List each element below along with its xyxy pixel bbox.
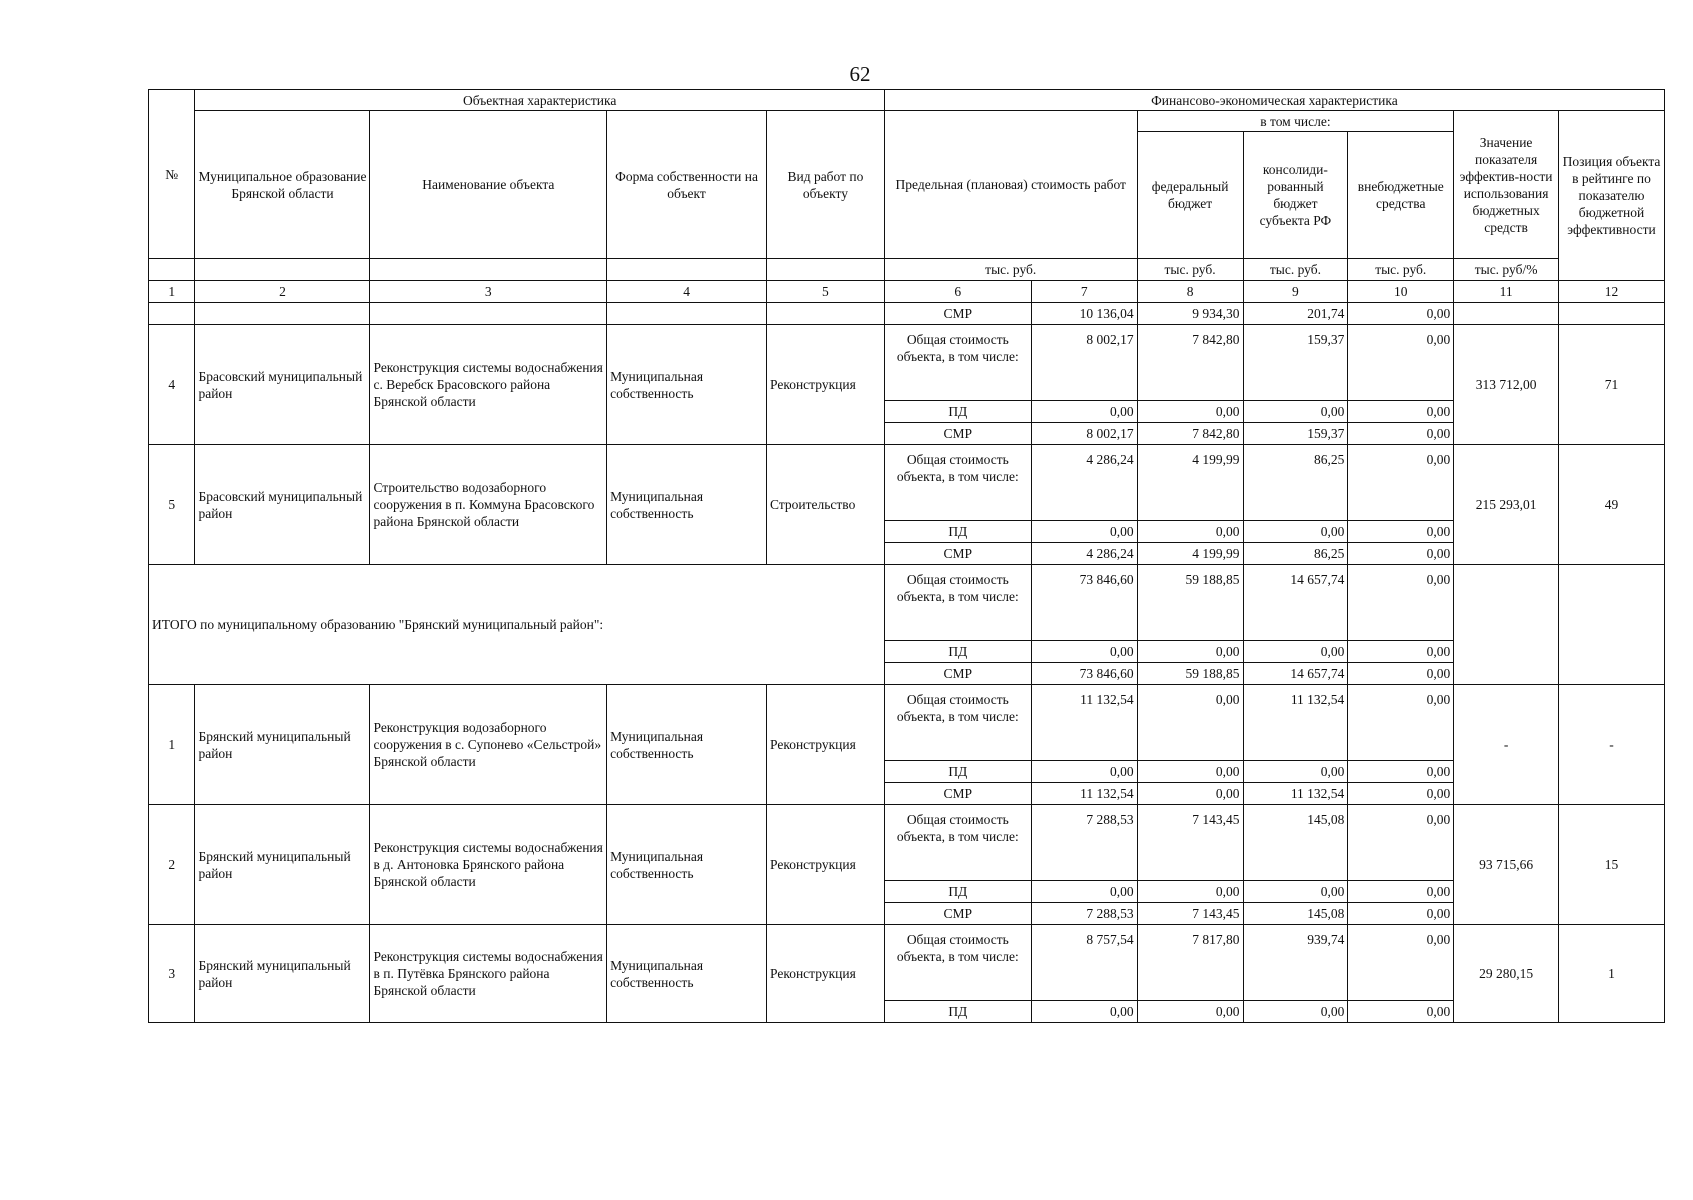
table-row	[149, 303, 1665, 325]
row-label: Общая стоимость объекта, в том числе:	[884, 925, 1031, 1001]
header-ownership: Форма собственности на объект	[607, 111, 767, 259]
cell-value: 0,00	[1031, 401, 1137, 423]
subtotal-row	[149, 565, 1665, 641]
unit-extrabudget: тыс. руб.	[1348, 259, 1454, 281]
cell-value: 7 817,80	[1137, 925, 1243, 1001]
col-number: 8	[1137, 281, 1243, 303]
cell-value: 59 188,85	[1137, 565, 1243, 641]
cell-value: 159,37	[1243, 325, 1348, 401]
cell-value: 0,00	[1243, 641, 1348, 663]
cell-value: 0,00	[1031, 881, 1137, 903]
object-work-type: Строительство	[767, 445, 885, 565]
cell-value: 0,00	[1348, 423, 1454, 445]
header-object-name: Наименование объекта	[370, 111, 607, 259]
object-name: Реконструкция системы водоснабжения в п. Путёвка Брянского района Брянской области	[370, 925, 607, 1023]
cell-value: 0,00	[1031, 1001, 1137, 1023]
cell-value: 7 842,80	[1137, 423, 1243, 445]
col-number: 1	[149, 281, 195, 303]
row-label: Общая стоимость объекта, в том числе:	[884, 445, 1031, 521]
row-label: ПД	[884, 761, 1031, 783]
cell-value: 0,00	[1031, 641, 1137, 663]
object-municipality: Брянский муниципальный район	[195, 805, 370, 925]
cell-value: 10 136,04	[1031, 303, 1137, 325]
object-efficiency: 29 280,15	[1454, 925, 1559, 1023]
object-number: 3	[149, 925, 195, 1023]
object-rating: 49	[1558, 445, 1664, 565]
cell-value: 0,00	[1348, 445, 1454, 521]
row-label: СМР	[884, 783, 1031, 805]
object-number: 5	[149, 445, 195, 565]
object-rating: 15	[1558, 805, 1664, 925]
cell-value: 7 288,53	[1031, 903, 1137, 925]
budget-table	[148, 89, 1665, 1023]
cell-value: 4 286,24	[1031, 445, 1137, 521]
header-federal: федеральный бюджет	[1137, 132, 1243, 259]
row-label: ПД	[884, 521, 1031, 543]
row-label: СМР	[884, 303, 1031, 325]
cell-value: 0,00	[1348, 303, 1454, 325]
object-efficiency: 215 293,01	[1454, 445, 1559, 565]
cell-value: 0,00	[1348, 925, 1454, 1001]
cell-value: 0,00	[1348, 543, 1454, 565]
cell-value: 0,00	[1137, 641, 1243, 663]
row-label: Общая стоимость объекта, в том числе:	[884, 805, 1031, 881]
object-work-type: Реконструкция	[767, 805, 885, 925]
cell-value: 0,00	[1137, 521, 1243, 543]
cell-value: 11 132,54	[1243, 685, 1348, 761]
object-ownership: Муниципальная собственность	[607, 325, 767, 445]
object-name: Реконструкция системы водоснабжения с. Веребск Брасовского района Брянской области	[370, 325, 607, 445]
object-work-type: Реконструкция	[767, 325, 885, 445]
cell-value: 201,74	[1243, 303, 1348, 325]
table-row	[149, 445, 1665, 521]
table-row	[149, 805, 1665, 881]
cell-value: 0,00	[1031, 521, 1137, 543]
unit-max-cost: тыс. руб.	[884, 259, 1137, 281]
row-label: СМР	[884, 543, 1031, 565]
cell-value: 0,00	[1348, 401, 1454, 423]
cell-value: 9 934,30	[1137, 303, 1243, 325]
object-number: 1	[149, 685, 195, 805]
object-efficiency: 313 712,00	[1454, 325, 1559, 445]
cell-value: 73 846,60	[1031, 663, 1137, 685]
cell-value: 4 199,99	[1137, 445, 1243, 521]
cell-value: 11 132,54	[1031, 685, 1137, 761]
object-municipality: Брасовский муниципальный район	[195, 445, 370, 565]
col-number: 6	[884, 281, 1031, 303]
col-number: 5	[767, 281, 885, 303]
header-rating: Позиция объекта в рейтинге по показателю бюджетной эффективности	[1558, 111, 1664, 281]
cell-value: 0,00	[1243, 521, 1348, 543]
cell-value: 0,00	[1243, 881, 1348, 903]
cell-value: 11 132,54	[1031, 783, 1137, 805]
cell-value: 7 143,45	[1137, 903, 1243, 925]
cell-value: 145,08	[1243, 805, 1348, 881]
cell-value: 7 143,45	[1137, 805, 1243, 881]
cell-value: 0,00	[1348, 903, 1454, 925]
cell-value: 0,00	[1137, 401, 1243, 423]
cell-value: 159,37	[1243, 423, 1348, 445]
object-efficiency: 93 715,66	[1454, 805, 1559, 925]
cell-value: 86,25	[1243, 445, 1348, 521]
object-name: Реконструкция водозаборного сооружения в с. Супонево «Сельстрой» Брянской области	[370, 685, 607, 805]
header-finance-group: Финансово-экономическая характеристика	[884, 90, 1664, 111]
cell-value: 4 286,24	[1031, 543, 1137, 565]
cell-value: 0,00	[1348, 805, 1454, 881]
cell-value: 0,00	[1137, 783, 1243, 805]
cell-value: 0,00	[1348, 685, 1454, 761]
table-row	[149, 685, 1665, 761]
table-row	[149, 925, 1665, 1001]
cell-value: 0,00	[1348, 521, 1454, 543]
cell-value: 59 188,85	[1137, 663, 1243, 685]
object-municipality: Брянский муниципальный район	[195, 685, 370, 805]
object-work-type: Реконструкция	[767, 925, 885, 1023]
row-label: ПД	[884, 1001, 1031, 1023]
object-rating: 1	[1558, 925, 1664, 1023]
cell-value: 0,00	[1348, 783, 1454, 805]
cell-value: 0,00	[1348, 325, 1454, 401]
col-number: 12	[1558, 281, 1664, 303]
cell-value: 8 757,54	[1031, 925, 1137, 1001]
cell-value: 7 288,53	[1031, 805, 1137, 881]
object-efficiency: -	[1454, 685, 1559, 805]
cell-value: 0,00	[1137, 1001, 1243, 1023]
cell-value: 0,00	[1348, 881, 1454, 903]
unit-federal: тыс. руб.	[1137, 259, 1243, 281]
cell-value: 145,08	[1243, 903, 1348, 925]
row-label: ПД	[884, 881, 1031, 903]
cell-value: 14 657,74	[1243, 663, 1348, 685]
object-ownership: Муниципальная собственность	[607, 445, 767, 565]
header-efficiency: Значение показателя эффектив-ности использования бюджетных средств	[1454, 111, 1559, 259]
cell-value: 11 132,54	[1243, 783, 1348, 805]
object-municipality: Брасовский муниципальный район	[195, 325, 370, 445]
header-work-type: Вид работ по объекту	[767, 111, 885, 259]
unit-consolidated: тыс. руб.	[1243, 259, 1348, 281]
col-number: 10	[1348, 281, 1454, 303]
cell-value: 8 002,17	[1031, 325, 1137, 401]
cell-value: 73 846,60	[1031, 565, 1137, 641]
cell-value: 0,00	[1137, 881, 1243, 903]
cell-value: 8 002,17	[1031, 423, 1137, 445]
cell-value: 0,00	[1348, 663, 1454, 685]
header-municipality: Муниципальное образование Брянской области	[195, 111, 370, 259]
row-label: СМР	[884, 663, 1031, 685]
col-number: 3	[370, 281, 607, 303]
unit-efficiency: тыс. руб/%	[1454, 259, 1559, 281]
subtotal-label: ИТОГО по муниципальному образованию "Брянский муниципальный район":	[149, 565, 885, 685]
cell-value: 86,25	[1243, 543, 1348, 565]
row-label: ПД	[884, 641, 1031, 663]
header-including: в том числе:	[1137, 111, 1454, 132]
cell-value: 0,00	[1243, 401, 1348, 423]
cell-value: 939,74	[1243, 925, 1348, 1001]
cell-value: 0,00	[1348, 565, 1454, 641]
row-label: Общая стоимость объекта, в том числе:	[884, 565, 1031, 641]
col-number: 11	[1454, 281, 1559, 303]
col-number: 2	[195, 281, 370, 303]
object-municipality: Брянский муниципальный район	[195, 925, 370, 1023]
header-max-cost: Предельная (плановая) стоимость работ	[884, 111, 1137, 259]
header-consolidated: консолиди-рованный бюджет субъекта РФ	[1243, 132, 1348, 259]
cell-value: 0,00	[1137, 685, 1243, 761]
cell-value: 0,00	[1137, 761, 1243, 783]
cell-value: 0,00	[1243, 1001, 1348, 1023]
object-ownership: Муниципальная собственность	[607, 685, 767, 805]
object-ownership: Муниципальная собственность	[607, 925, 767, 1023]
header-object-group: Объектная характеристика	[195, 90, 884, 111]
object-work-type: Реконструкция	[767, 685, 885, 805]
cell-value: 0,00	[1348, 641, 1454, 663]
cell-value: 0,00	[1031, 761, 1137, 783]
header-num: №	[149, 90, 195, 259]
row-label: СМР	[884, 903, 1031, 925]
row-label: СМР	[884, 423, 1031, 445]
cell-value: 0,00	[1348, 761, 1454, 783]
object-name: Реконструкция системы водоснабжения в д. Антоновка Брянского района Брянской области	[370, 805, 607, 925]
object-number: 2	[149, 805, 195, 925]
page-number: 62	[849, 62, 871, 86]
object-number: 4	[149, 325, 195, 445]
object-name: Строительство водозаборного сооружения в п. Коммуна Брасовского района Брянской области	[370, 445, 607, 565]
header-extrabudget: внебюджетные средства	[1348, 132, 1454, 259]
object-rating: -	[1558, 685, 1664, 805]
cell-value: 7 842,80	[1137, 325, 1243, 401]
table-row	[149, 325, 1665, 401]
cell-value: 4 199,99	[1137, 543, 1243, 565]
cell-value: 14 657,74	[1243, 565, 1348, 641]
col-number: 9	[1243, 281, 1348, 303]
object-ownership: Муниципальная собственность	[607, 805, 767, 925]
cell-value: 0,00	[1243, 761, 1348, 783]
row-label: ПД	[884, 401, 1031, 423]
row-label: Общая стоимость объекта, в том числе:	[884, 685, 1031, 761]
col-number: 4	[607, 281, 767, 303]
col-number: 7	[1031, 281, 1137, 303]
row-label: Общая стоимость объекта, в том числе:	[884, 325, 1031, 401]
object-rating: 71	[1558, 325, 1664, 445]
cell-value: 0,00	[1348, 1001, 1454, 1023]
